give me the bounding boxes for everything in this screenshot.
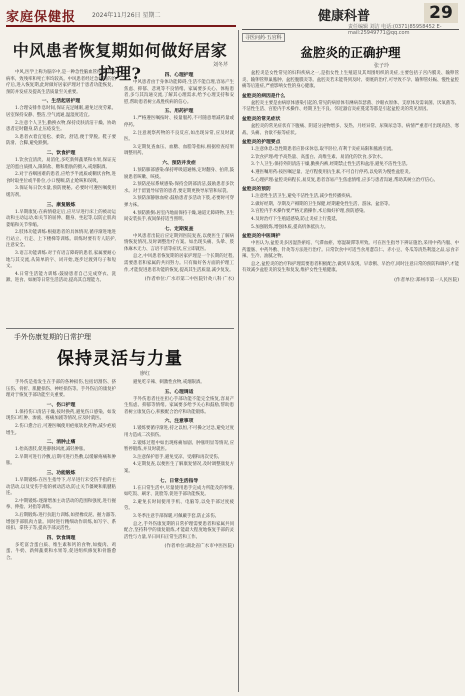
paragraph: 3.预防深静脉血栓:鼓励患者多活动下肢,必要时可穿弹力袜。 (124, 196, 234, 208)
paragraph: 1.合理安排作息时间,保证充足睡眠,避免过度劳累。居室保持安静、整洁,空气流通,温湿度适宜。 (6, 106, 116, 118)
article3-body (242, 71, 459, 283)
right-column (242, 31, 459, 692)
paragraph: 2.预防泌尿系统感染:保持会阴部清洁,鼓励患者多饮水。对于留置导尿管的患者,要定期更换导尿管和尿袋。 (124, 182, 234, 194)
paragraph: 避免吃辛辣、刺激性食物,戒烟限酒。 (133, 380, 205, 385)
section-subheading: 盆腔炎的病因是什么 (242, 93, 286, 99)
paragraph: 手外伤是指发生在手部的各种损伤,包括切割伤、挤压伤、骨折、肌腱损伤、神经损伤等。手外伤后的康复护理对于恢复手部功能至关重要。 (6, 380, 116, 399)
edition-info: 责任编辑 刘洁 电话:(0371)85958452 E-mail:25949771@qq.com (348, 24, 442, 36)
paragraph: 4.定期复查,以便医生了解康复情况,及时调整康复方案。 (124, 462, 234, 474)
paragraph: 盆腔炎主要是由病原体感染引起的,常见的病原体有淋病奈瑟菌、沙眼衣原体、支原体及需氧菌、厌氧菌等。不洁性生活、宫腔内手术操作、经期卫生不良、邻近器官炎症蔓延等都是引起盆腔炎的常见原因。 (242, 100, 459, 113)
article3-headline: 盆腔炎的正确护理 (300, 45, 401, 60)
article1-col-a (6, 70, 116, 286)
paragraph: 1.注意休息:急性期患者应卧床休息,取半卧位,有利于炎症局限和脓液引流。 (251, 147, 396, 153)
paragraph: 1.抬高患肢,促进静脉回流,减轻肿胀。 (15, 447, 88, 453)
paragraph: 2.肢体功能训练:根据患者的具体情况,循序渐进地进行站立、行走、上下楼梯等训练。训练时要有专人陪护,注意安全。 (6, 230, 116, 249)
article2-body (6, 380, 234, 563)
paragraph: 1.饮食宜清淡、易消化,多吃新鲜蔬菜和水果,保证充足的蛋白质摄入,限制盐、糖和脂肪的摄入,戒烟限酒。 (6, 157, 116, 170)
paragraph: 1.早期锻炼:在医生指导下,尽早进行未受伤手指的主动活动,以及受伤手指的被动活动,防止关节僵硬和肌腱粘连。 (6, 477, 116, 497)
paragraph: 中医认为,盆腔炎多因湿热瘀结、气滞血瘀、寒湿凝滞等所致。可在医生指导下辨证施治,采用中药内服、中药灌肠、中药外敷、针灸等方法进行治疗。日常饮食中可适当食用薏苡仁、赤小豆、冬瓜等清热利湿之品,忌食辛辣、生冷、油腻之物。 (242, 241, 459, 260)
section-subheading: 盆腔炎的中医调护 (242, 234, 281, 240)
paragraph: 2.注意观察药物的不良反应,如出现异常,应及时就医。 (124, 130, 234, 143)
paragraph: 2.注意个人卫生,勤换衣物,保持皮肤清洁干燥。协助患者定时翻身,防止压疮发生。 (6, 120, 116, 133)
column-divider (238, 30, 239, 692)
paragraph: 5.心理护理:盆腔炎病程长,易反复,患者容易产生焦虑情绪,应多与患者沟通,帮助其树立治疗信心。 (251, 177, 438, 183)
article1-col-b (124, 70, 234, 286)
section-subheading: 七、日常生活指导 (159, 478, 199, 484)
paragraph: 4.日常生活能力训练:鼓励患者自己完成穿衣、洗漱、进食、如厕等日常生活活动,提高其自理能力。 (6, 271, 116, 284)
paragraph: 3.个人卫生:保持外阴清洁干燥,勤换内裤,经期禁止性生活和盆浴,避免不洁性生活。 (251, 162, 411, 168)
paragraph: 4.遵医嘱用药:按医嘱足量、足疗程使用抗生素,不可自行停药,以免转为慢性盆腔炎。 (251, 169, 414, 175)
paragraph: 1.保持伤口清洁干燥,按时换药,避免伤口感染。如发现伤口红肿、渗液、疼痛加剧等情况,应及时就医。 (6, 409, 116, 422)
section-subheading: 三、功能锻炼 (46, 470, 76, 476)
paragraph: 3.注意保护患手,避免受凉、受潮和再次受伤。 (133, 454, 223, 460)
newspaper-page (6, 4, 459, 692)
section-subheading: 一、伤口护理 (46, 402, 76, 408)
section-subheading: 盆腔炎的常见症状 (242, 116, 281, 122)
section-subheading: 六、预防并发症 (162, 160, 196, 166)
section-title: 家庭保健报 (6, 10, 77, 25)
paragraph: 手外伤患者往往担心手部功能不能完全恢复,容易产生焦虑、抑郁等情绪。家属要多给予关心和鼓励,帮助患者树立康复信心,积极配合治疗和功能锻炼。 (124, 396, 234, 415)
right-section-title: 健康科普 (318, 9, 371, 24)
paragraph: 总之,盆腔炎的治疗和护理需要患者积极配合,做到早发现、早诊断、早治疗,同时注意日常的预防和调护,才能有效减少盆腔炎的发生和复发,维护女性生殖健康。 (242, 261, 459, 274)
paragraph: 2.锻炼过程中如出现疼痛加剧、肿胀明显等情况,应暂停锻炼,并及时就医。 (124, 440, 234, 453)
article1-credit: (作者单位:广水市第二中医院针灸八科 广水) (144, 277, 234, 283)
paragraph: 3.患者衣着宜宽松、柔软、舒适,便于穿脱。鞋子要防滑、合脚,避免跌倒。 (6, 134, 116, 147)
section-subheading: 二、消肿止痛 (46, 440, 76, 446)
article2-col-a (6, 380, 116, 563)
paragraph: 1.严格遵医嘱按时、按量服药,不可随意增减药量或停药。 (124, 116, 234, 128)
article1-col-b-text (124, 72, 234, 274)
article2-pre-headline: 手外伤康复期的日常护理 (14, 333, 91, 341)
paragraph: 2.伤口愈合后,可遵医嘱使用疤痕软化药物,减少疤痕增生。 (6, 423, 116, 436)
article3-credit: (作者单位:郑州市第一人民医院) (394, 278, 459, 284)
article1-byline: 刘冬芹 (212, 62, 228, 68)
article1-body (6, 70, 234, 286)
section-subheading: 七、定期复查 (164, 226, 194, 232)
paragraph: 盆腔炎是女性常见的妇科疾病之一,是指女性上生殖道及其周围组织的炎症,主要包括子宫内膜炎、输卵管炎、输卵管卵巢脓肿、盆腔腹膜炎等。盆腔炎若未能得到及时、彻底的治疗,可导致不孕、输卵管妊娠、慢性盆腔痛等后遗症,严重影响女性的身心健康。 (242, 71, 459, 90)
paragraph: 4.预防跌倒:居室内地面保持干燥,通道无障碍物,卫生间安装扶手,夜间保持适当照明。 (124, 210, 234, 223)
column-tag: 寻医问药·五官科 (242, 33, 285, 42)
masthead-rule (6, 25, 236, 27)
section-subheading: 四、饮食调理 (46, 535, 76, 541)
article2-credit: (作者单位:湖北省广水市中医医院) (164, 544, 234, 550)
article3-body-text (242, 71, 459, 275)
left-column (6, 30, 234, 692)
article2-col-b-text (124, 380, 234, 541)
masthead-rule-right (242, 29, 459, 30)
paragraph: 2.做好经期、孕期及产褥期的卫生保健,经期避免性生活、游泳、盆浴等。 (251, 201, 393, 207)
article2-col-b (124, 380, 234, 563)
section-subheading: 三、康复锻炼 (46, 202, 76, 208)
section-subheading: 二、饮食护理 (46, 150, 76, 156)
paragraph: 1.注意性生活卫生,避免不洁性生活,减少性传播疾病。 (251, 194, 355, 200)
paragraph: 2.中期锻炼:逐渐增加主动活动的范围和强度,进行握拳、伸指、对指等训练。 (6, 498, 116, 511)
article3-byline: 张子玲 (374, 63, 390, 69)
paragraph: 3.宫腔内手术操作要严格无菌操作,术后做好护理,预防感染。 (251, 209, 368, 215)
paragraph: 1.早期康复:在病情稳定后,应尽早进行床上的被动运动和主动运动,如关节的屈伸、翻身、坐起等,以防止肌肉萎缩和关节挛缩。 (6, 209, 116, 228)
section-subheading: 四、心理护理 (164, 73, 194, 78)
article2-headline: 保持灵活与力量 (57, 349, 183, 369)
paragraph: 3.语言功能训练:对于有语言障碍的患者,家属要耐心地与其交流,从简单的字、词开始,逐步过渡到句子和短文。 (6, 251, 116, 270)
paragraph: 3.后期锻炼:进行抗阻力训练,如捏橡皮泥、握力器等,增强手部肌肉力量。同时进行精细动作训练,如写字、系纽扣、拿筷子等,提高手部灵活性。 (6, 512, 116, 532)
section-subheading: 六、注意事项 (164, 419, 194, 425)
paragraph: 4.及时治疗下生殖道感染,防止炎症上行蔓延。 (251, 216, 341, 222)
paragraph: 2.饮食护理:给予高热量、高蛋白、高维生素、易消化的饮食,多饮水。 (251, 154, 386, 160)
section-subheading: 一、生活起居护理 (41, 99, 81, 105)
paragraph: 2.早期可进行冷敷,后期可进行热敷,以缓解疼痛和肿胀。 (6, 454, 116, 467)
section-subheading: 五、心理调适 (164, 389, 194, 395)
paragraph: 中风患者由于身体功能障碍,生活不能自理,容易产生焦虑、抑郁、悲观等不良情绪。家属要多关心、体贴患者,多与其沟通交流,了解其心理需求,给予心理支持和安慰,帮助患者树立战胜疾病的信心。 (124, 80, 234, 105)
paragraph: 1.预防肺部感染:保持呼吸道通畅,定时翻身、拍背,鼓励患者咳嗽、咳痰。 (124, 167, 234, 180)
paragraph: 5.加强锻炼,增强体质,提高机体抵抗力。 (251, 224, 329, 230)
article1-headline: 中风患者恢复期如何做好居家护理? (12, 41, 228, 83)
paragraph: 盆腔炎的常见症状有下腹痛、阴道分泌物增多、发热、月经异常、尿频尿急等。病情严重者可出现高热、寒战、头痛、食欲不振等症状。 (242, 123, 459, 136)
paragraph: 中风,医学上称为脑卒中,是一种急性脑血管疾病,其发病率、致残率和死亡率均较高。中风患者经过急性期的治疗后,进入恢复期,此时做好居家护理对于患者功能恢复、预防并发症及提高生活质量至关重要。 (6, 70, 116, 95)
paragraph: 2.避免长时间使用手机、电脑等,以免手部过度疲劳。 (124, 499, 234, 512)
masthead (6, 3, 459, 36)
section-subheading: 五、用药护理 (164, 109, 194, 115)
issue-date: 2024年11月26日 星期二 (92, 12, 161, 19)
paragraph: 1.锻炼要循序渐进,持之以恒,不可操之过急,避免过度用力造成二次损伤。 (124, 426, 234, 438)
article2-byline: 廖红 (140, 371, 151, 377)
paragraph: 3.定期复查血压、血糖、血脂等指标,根据检查结果调整用药。 (124, 144, 234, 157)
paragraph: 总之,中风患者恢复期的居家护理是一个长期的过程,需要患者和家属的共同努力。只有做好各方面的护理工作,才能促进患者功能的恢复,提高其生活质量,减少复发。 (124, 254, 234, 273)
page-number: 29 (424, 3, 458, 23)
article-separator (6, 328, 234, 329)
paragraph: 3.保证每日饮水量,预防便秘。必要时可遵医嘱使用缓泻剂。 (6, 186, 116, 198)
paragraph: 1.在日常生活中,尽量使用患手完成力所能及的事情,如吃饭、刷牙、洗脸等,促进手部功能恢复。 (124, 485, 234, 498)
paragraph: 总之,手外伤康复期的日常护理需要患者和家属共同配合,坚持科学的康复锻炼,才能最大程度地恢复手部的灵活性与力量,早日回归正常生活和工作。 (124, 521, 234, 540)
paragraph: 多吃富含蛋白质、维生素和钙的食物,如瘦肉、鸡蛋、牛奶、新鲜蔬菜和水果等,促进组织修复和骨骼愈合。 (6, 542, 116, 561)
paragraph: 2.对于吞咽困难的患者,应给予半流质或糊状食物,进食时取坐位或半卧位,小口慢咽,防止呛咳和误吸。 (6, 172, 116, 184)
section-subheading: 盆腔炎的预防 (242, 187, 271, 193)
paragraph: 中风患者出院后应定期到医院复查,以便医生了解病情恢复情况,及时调整治疗方案。如出现头痛、头晕、肢体麻木无力、言语不清等症状,应立即就医。 (124, 233, 234, 252)
paragraph: 3.冬季注意手部保暖,可佩戴手套,防止冻伤。 (133, 513, 220, 519)
section-subheading: 盆腔炎的护理要点 (242, 140, 281, 146)
